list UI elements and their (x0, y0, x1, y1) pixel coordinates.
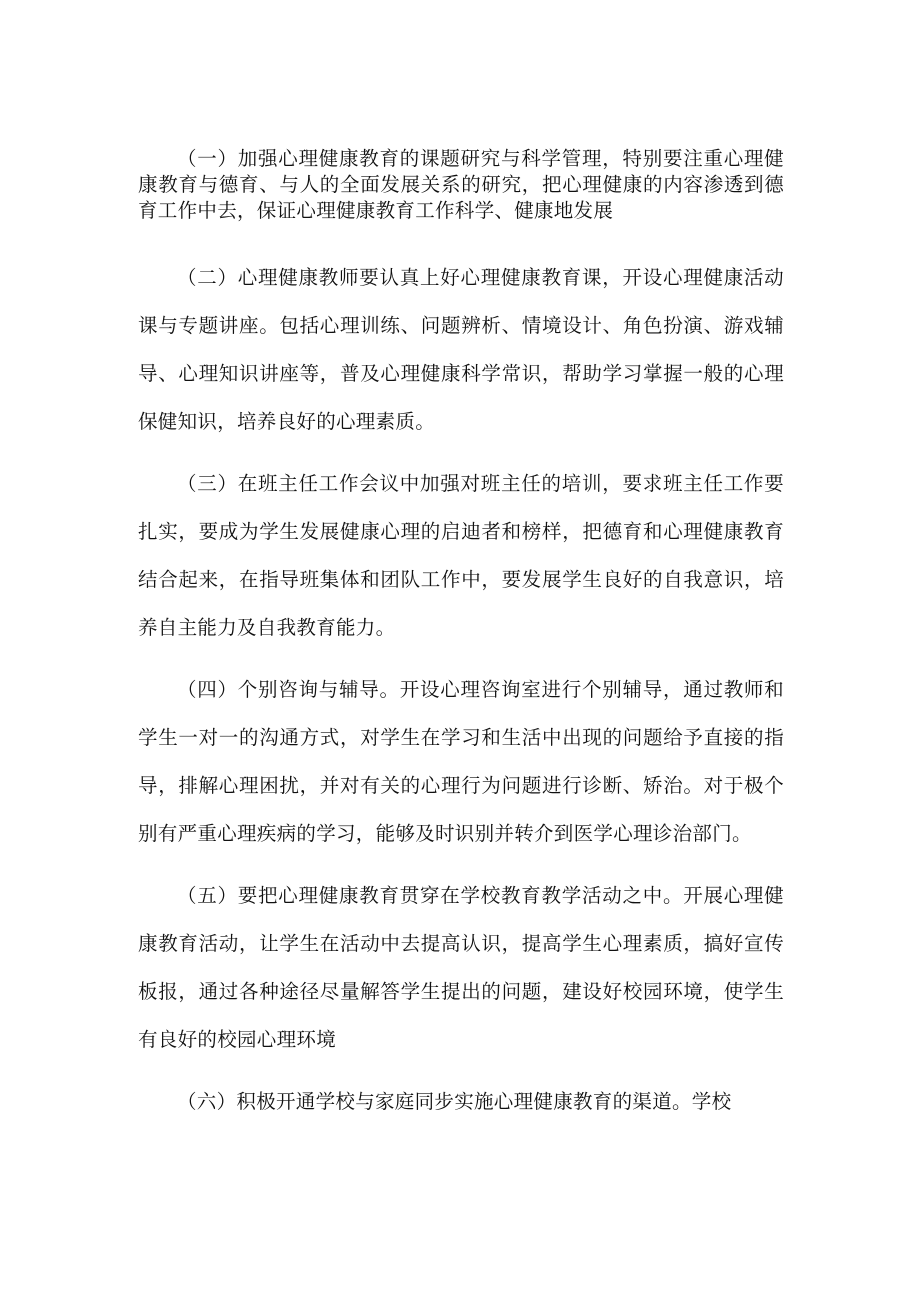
document-body (138, 146, 784, 1140)
paragraph-3: （三）在班主任工作会议中加强对班主任的培训，要求班主任工作要扎实，要成为学生发展健康心理的启迪者和榜样，把德育和心理健康教育结合起来，在指导班集体和团队工作中，要发展学生良好的自我意识，培养自主能力及自我教育能力。 (138, 472, 784, 639)
paragraph-4: （四）个别咨询与辅导。开设心理咨询室进行个别辅导，通过教师和学生一对一的沟通方式，对学生在学习和生活中出现的问题给予直接的指导，排解心理困扰，并对有关的心理行为问题进行诊断、矫治。对于极个别有严重心理疾病的学习，能够及时识别并转介到医学心理诊治部门。 (138, 678, 784, 845)
paragraph-1: （一）加强心理健康教育的课题研究与科学管理，特别要注重心理健康教育与德育、与人的全面发展关系的研究，把心理健康的内容渗透到德育工作中去，保证心理健康教育工作科学、健康地发展 (138, 147, 784, 222)
paragraph-5: （五）要把心理健康教育贯穿在学校教育教学活动之中。开展心理健康教育活动，让学生在活动中去提高认识，提高学生心理素质，搞好宣传板报，通过各种途径尽量解答学生提出的问题，建设好校园环境，使学生有良好的校园心理环境 (138, 884, 784, 1051)
paragraph-2: （二）心理健康教师要认真上好心理健康教育课，开设心理健康活动课与专题讲座。包括心理训练、问题辨析、情境设计、角色扮演、游戏辅导、心理知识讲座等，普及心理健康科学常识，帮助学习掌握一般的心理保健知识，培养良好的心理素质。 (138, 266, 784, 433)
paragraph-6: （六）积极开通学校与家庭同步实施心理健康教育的渠道。学校 (177, 1090, 732, 1113)
